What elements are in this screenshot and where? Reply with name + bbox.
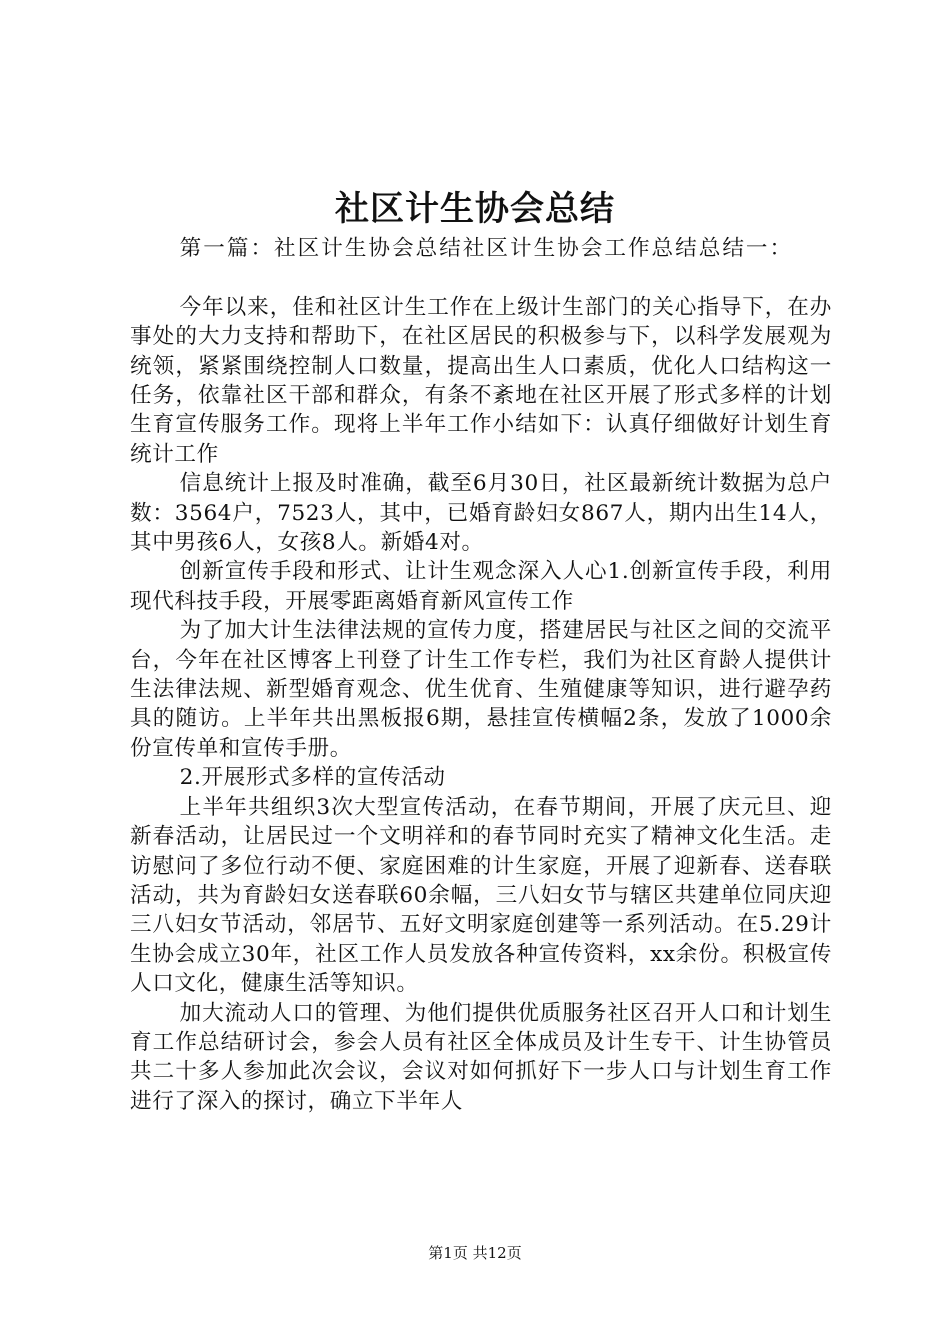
- document-title: 社区计生协会总结: [335, 189, 615, 229]
- paragraph: 上半年共组织3次大型宣传活动，在春节期间，开展了庆元旦、迎新春活动，让居民过一个文明祥和的春节同时充实了精神文化生活。走访慰问了多位行动不便、家庭困难的计生家庭，开展了迎新春、送春联活动，共为育龄妇女送春联60余幅，三八妇女节与辖区共建单位同庆迎三八妇女节活动，邻居节、五好文明家庭创建等一系列活动。在5.29计生协会成立30年，社区工作人员发放各种宣传资料，xx余份。积极宣传人口文化，健康生活等知识。: [130, 794, 832, 997]
- paragraph: 信息统计上报及时准确，截至6月30日，社区最新统计数据为总户数：3564户，7523人，其中，已婚育龄妇女867人，期内出生14人，其中男孩6人，女孩8人。新婚4对。: [130, 471, 832, 556]
- page-number-footer: 第1页 共12页: [428, 1244, 522, 1262]
- document-body: [130, 234, 832, 1116]
- paragraph: 为了加大计生法律法规的宣传力度，搭建居民与社区之间的交流平台，今年在社区博客上刊登了计生工作专栏，我们为社区育龄人提供计生法律法规、新型婚育观念、优生优育、生殖健康等知识，进行避孕药具的随访。上半年共出黑板报6期，悬挂宣传横幅2条，发放了1000余份宣传单和宣传手册。: [130, 618, 832, 761]
- paragraph: 加大流动人口的管理、为他们提供优质服务社区召开人口和计划生育工作总结研讨会，参会人员有社区全体成员及计生专干、计生协管员共二十多人参加此次会议，会议对如何抓好下一步人口与计划生育工作进行了深入的探讨，确立下半年人: [130, 1000, 832, 1114]
- document-subtitle: 第一篇：社区计生协会总结社区计生协会工作总结总结一：: [179, 236, 794, 261]
- paragraph: 2.开展形式多样的宣传活动: [179, 765, 446, 791]
- paragraph: 创新宣传手段和形式、让计生观念深入人心1.创新宣传手段，利用现代科技手段，开展零距离婚育新风宣传工作: [130, 559, 832, 614]
- paragraph: 今年以来，佳和社区计生工作在上级计生部门的关心指导下，在办事处的大力支持和帮助下，在社区居民的积极参与下，以科学发展观为统领，紧紧围绕控制人口数量，提高出生人口素质，优化人口结构这一任务，依靠社区干部和群众，有条不紊地在社区开展了形式多样的计划生育宣传服务工作。现将上半年工作小结如下：认真仔细做好计划生育统计工作: [130, 294, 832, 467]
